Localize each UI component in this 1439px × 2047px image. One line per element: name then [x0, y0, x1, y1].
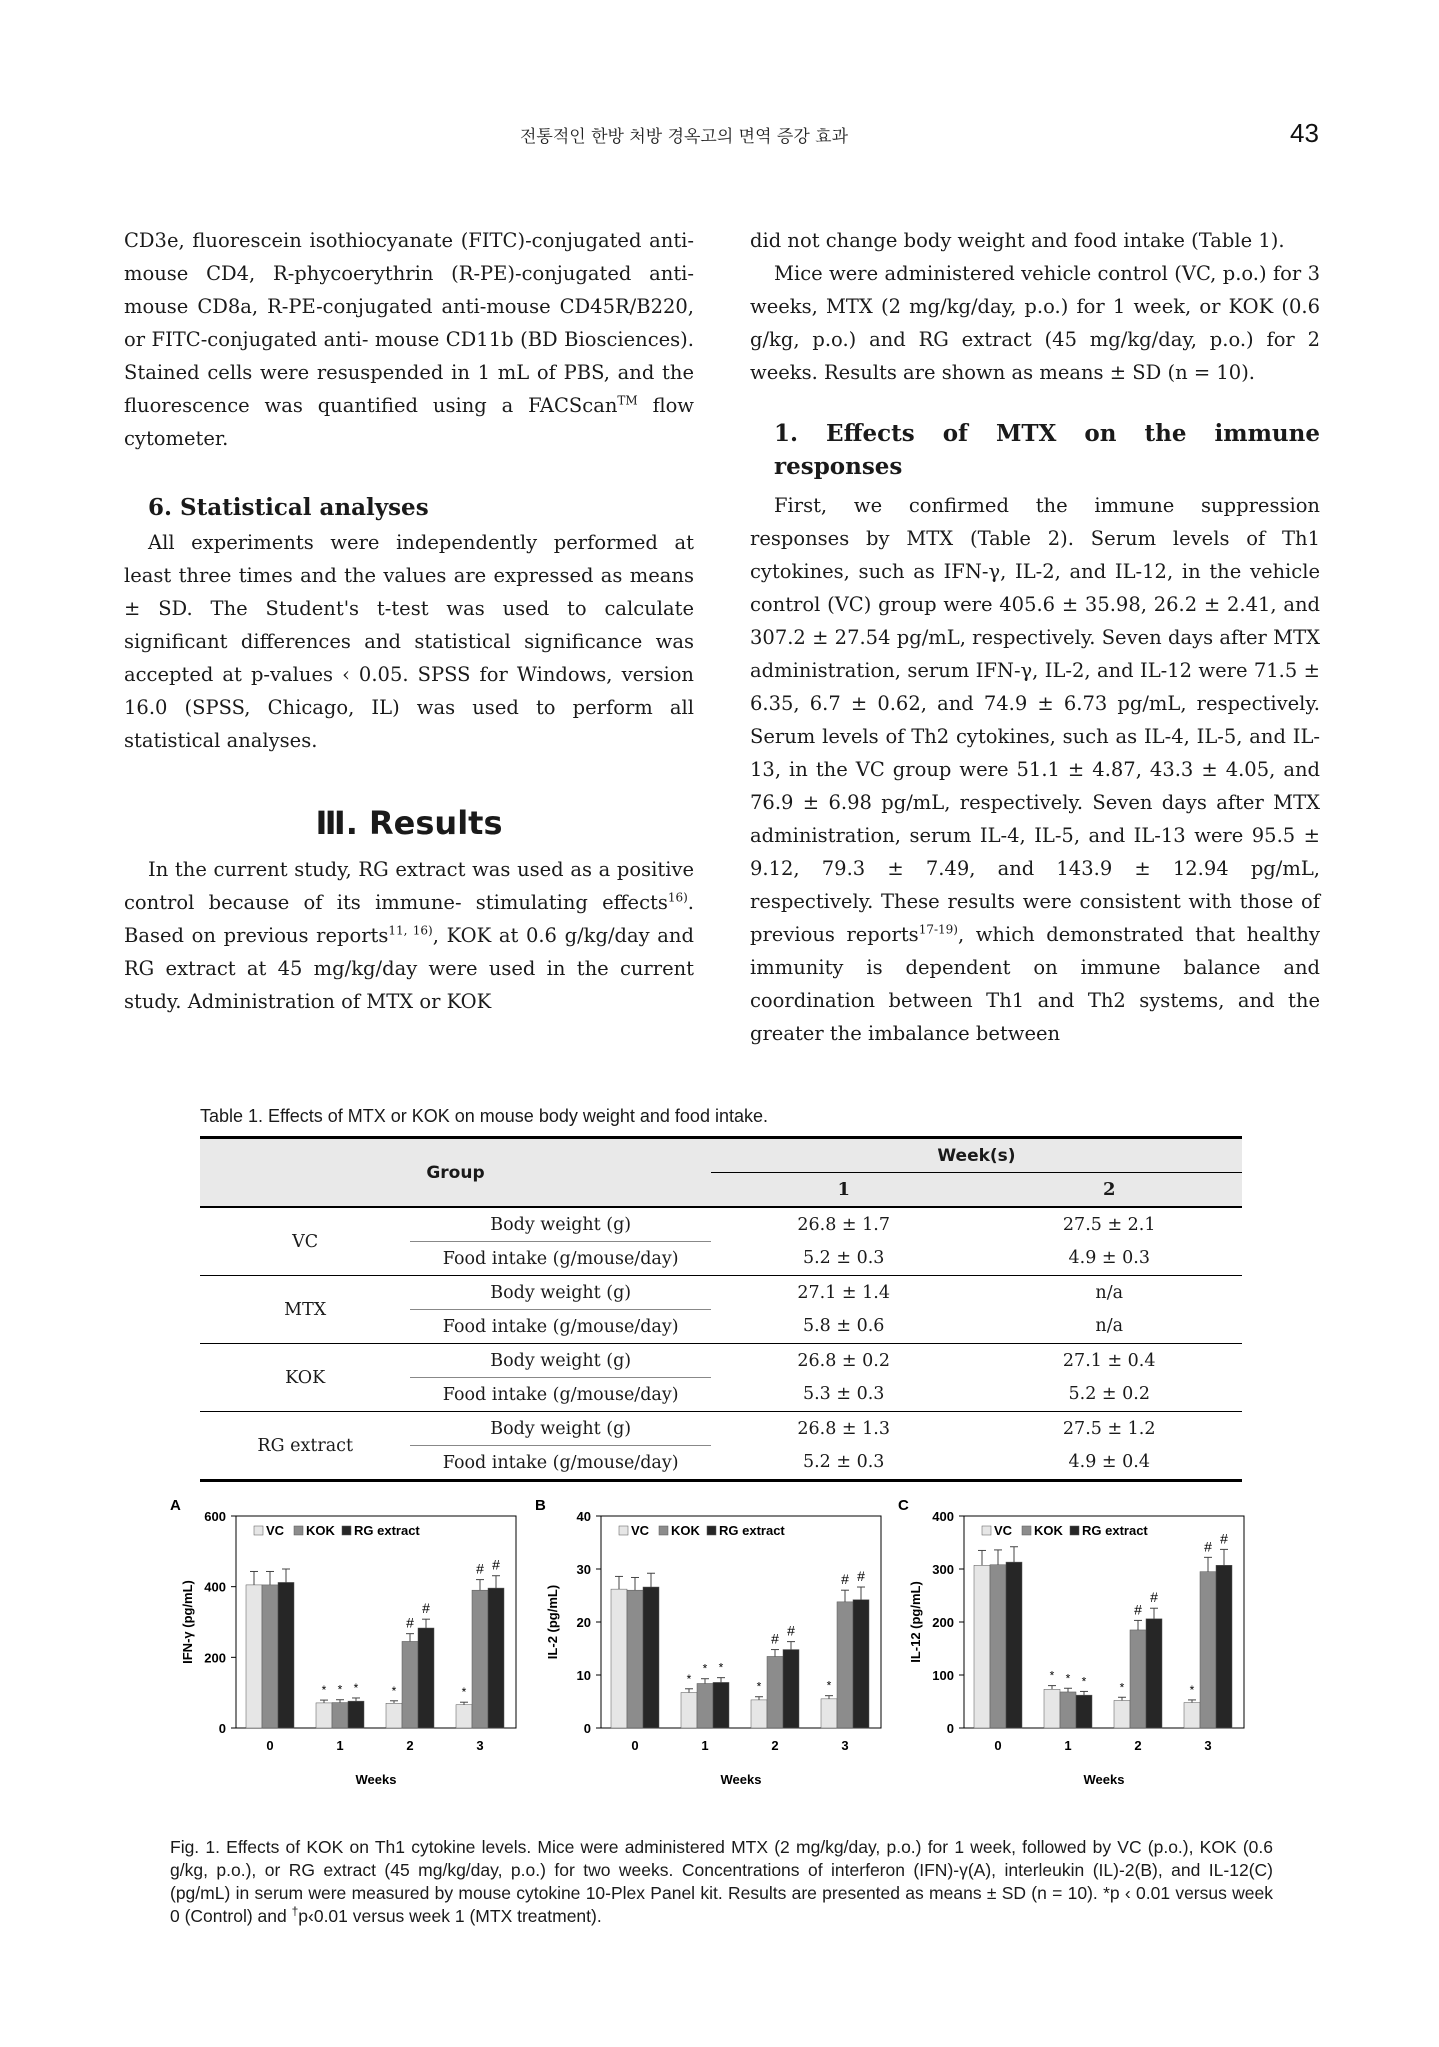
x-tick-label: 1: [336, 1738, 344, 1753]
y-tick-label: 200: [204, 1650, 226, 1666]
bar-rg-extract: [488, 1588, 504, 1728]
significance-marker: *: [353, 1680, 359, 1695]
x-tick-label: 2: [1134, 1738, 1142, 1753]
significance-marker: *: [702, 1661, 708, 1676]
panel-letter: B: [535, 1497, 546, 1514]
significance-marker: #: [1150, 1589, 1158, 1606]
page-number: 43: [1290, 118, 1319, 148]
bar-vc: [611, 1589, 627, 1728]
caption-text-a: Fig. 1. Effects of KOK on Th1 cytokine levels. Mice were administered MTX (2 mg/kg/day, p.o.) for 1 week, followed by VC (p.o.), KOK (0.6 g/kg, p.o.), or RG extract (45 mg/kg/day, p.o.) for two weeks. Concentrations of interferon (IFN)-γ(A), interleukin (IL)-2(B), and IL-12(C) (pg/mL) in serum were measured by mouse cytokine 10-Plex Panel kit. Results are presented as means ± SD (n = 10). *p ‹ 0.01 versus week 0 (Control) and: [170, 1837, 1273, 1926]
significance-marker: #: [1204, 1538, 1212, 1555]
x-tick-label: 3: [476, 1738, 484, 1753]
bar-kok: [332, 1703, 348, 1728]
x-tick-label: 2: [771, 1738, 779, 1753]
cell-value: 26.8 ± 1.7: [797, 1214, 890, 1235]
cell-value: 5.8 ± 0.6: [711, 1310, 977, 1344]
bar-vc: [821, 1699, 837, 1728]
y-tick-label: 10: [576, 1668, 591, 1683]
section-heading-mtx: 1. Effects of MTX on the immune responses: [774, 420, 1320, 480]
table-row: [200, 1207, 1242, 1242]
y-tick-label: 0: [218, 1721, 226, 1736]
header-week-2: 2: [976, 1173, 1242, 1208]
bar-vc: [681, 1692, 697, 1728]
x-tick-label: 2: [406, 1738, 414, 1753]
x-tick-label: 1: [1064, 1738, 1072, 1753]
legend-entry: RG extract: [719, 1523, 785, 1538]
methods-text: CD3e, fluorescein isothiocyanate (FITC)-conjugated anti-mouse CD4, R-phycoerythrin (R-PE)-conjugated anti-mouse CD8a, R-PE-conjugated anti-mouse CD45R/B220, or FITC-conjugated anti- mouse CD11b (BD Biosciences). Stained cells were resuspended in 1 mL of PBS, and the fluorescence was quantified using a FACScan: [124, 229, 694, 417]
x-tick-label: 0: [994, 1738, 1002, 1753]
legend-entry: VC: [994, 1523, 1013, 1538]
cell-value: 5.2 ± 0.2: [976, 1378, 1242, 1412]
bar-rg-extract: [713, 1682, 729, 1728]
bar-kok: [697, 1683, 713, 1728]
mtx-text-b: , which demonstrated that healthy immunity is dependent on immune balance and coordination between Th1 and Th2 systems, and the greater the imbalance between: [750, 923, 1320, 1045]
bar-vc: [1044, 1689, 1060, 1728]
legend-entry: VC: [266, 1523, 285, 1538]
chart-panel-a: [170, 1497, 516, 1787]
significance-marker: *: [461, 1685, 467, 1700]
y-tick-label: 200: [932, 1615, 954, 1630]
section-heading-results: Ⅲ. Results: [315, 804, 503, 842]
bar-kok: [402, 1641, 418, 1728]
results-paragraph: [124, 853, 694, 1018]
measure-label: Food intake (g/mouse/day): [410, 1310, 711, 1344]
bar-vc: [316, 1703, 332, 1728]
significance-marker: #: [1134, 1601, 1142, 1618]
y-axis-label: IL-12 (pg/mL): [908, 1581, 923, 1663]
mtx-paragraph: [750, 489, 1320, 1050]
bar-kok: [1130, 1630, 1146, 1728]
y-tick-label: 100: [932, 1668, 954, 1683]
cell-value: n/a: [976, 1310, 1242, 1344]
x-tick-label: 0: [266, 1738, 274, 1753]
significance-marker: #: [476, 1560, 484, 1577]
table-row: [200, 1344, 1242, 1378]
y-tick-label: 40: [576, 1509, 591, 1524]
legend-swatch: [619, 1526, 628, 1535]
results-continued: did not change body weight and food intake (Table 1).: [750, 229, 1285, 252]
bar-vc: [246, 1585, 262, 1728]
cell-value: 26.8 ± 0.2: [797, 1350, 890, 1371]
y-tick-label: 20: [576, 1615, 591, 1630]
significance-marker: *: [826, 1678, 832, 1693]
y-axis-label: IL-2 (pg/mL): [545, 1584, 560, 1660]
reference-17-19: 17-19): [918, 922, 958, 937]
x-axis-label: Weeks: [355, 1772, 397, 1787]
left-column: [124, 224, 694, 1018]
measure-label: Body weight (g): [410, 1412, 711, 1446]
legend-entry: RG extract: [354, 1523, 420, 1538]
cell-value: 4.9 ± 0.3: [976, 1242, 1242, 1276]
bar-rg-extract: [278, 1582, 294, 1728]
chart-panel-c: [898, 1497, 1244, 1787]
significance-marker: #: [771, 1630, 779, 1647]
y-tick-label: 300: [932, 1562, 954, 1577]
significance-marker: *: [321, 1683, 327, 1698]
significance-marker: *: [1081, 1674, 1087, 1689]
header-weeks: Week(s): [711, 1138, 1242, 1173]
x-axis-label: Weeks: [720, 1772, 762, 1787]
bar-kok: [1200, 1572, 1216, 1728]
significance-marker: *: [1065, 1671, 1071, 1686]
significance-marker: #: [841, 1571, 849, 1588]
section-heading-statistics: 6. Statistical analyses: [148, 494, 429, 521]
significance-marker: *: [1119, 1680, 1125, 1695]
panel-letter: C: [898, 1497, 909, 1514]
x-tick-label: 0: [631, 1738, 639, 1753]
x-axis-label: Weeks: [1083, 1772, 1125, 1787]
y-tick-label: 30: [576, 1562, 591, 1577]
y-axis-label: IFN-γ (pg/mL): [180, 1580, 195, 1664]
significance-marker: #: [492, 1556, 500, 1573]
y-tick-label: 600: [204, 1509, 226, 1524]
dagger-symbol: †: [291, 1904, 299, 1919]
y-tick-label: 0: [583, 1721, 591, 1736]
bar-vc: [386, 1703, 402, 1728]
measure-label: Body weight (g): [410, 1344, 711, 1378]
legend-entry: RG extract: [1082, 1523, 1148, 1538]
cell-value: 4.9 ± 0.4: [976, 1446, 1242, 1481]
y-tick-label: 0: [946, 1721, 954, 1736]
bar-kok: [990, 1565, 1006, 1728]
bar-vc: [751, 1700, 767, 1728]
figure-caption: [170, 1836, 1273, 1928]
cell-value: 27.1 ± 1.4: [797, 1282, 890, 1303]
bar-vc: [974, 1565, 990, 1728]
significance-marker: #: [422, 1600, 430, 1617]
legend-swatch: [342, 1526, 351, 1535]
significance-marker: *: [337, 1682, 343, 1697]
significance-marker: *: [391, 1683, 397, 1698]
panel-letter: A: [170, 1497, 181, 1514]
table-row: [200, 1412, 1242, 1446]
bar-rg-extract: [1076, 1695, 1092, 1728]
legend-swatch: [659, 1526, 668, 1535]
significance-marker: #: [1220, 1530, 1228, 1547]
significance-marker: *: [1189, 1682, 1195, 1697]
bar-kok: [767, 1656, 783, 1728]
x-tick-label: 3: [1204, 1738, 1212, 1753]
significance-marker: *: [1049, 1668, 1055, 1683]
y-tick-label: 400: [204, 1579, 226, 1595]
treatment-paragraph: Mice were administered vehicle control (VC, p.o.) for 3 weeks, MTX (2 mg/kg/day, p.o.) for 1 week, or KOK (0.6 g/kg, p.o.) and RG extract (45 mg/kg/day, p.o.) for 2 weeks. Results are shown as means ± SD (n = 10).: [750, 262, 1320, 384]
reference-11-16: 11, 16): [388, 923, 433, 938]
group-name: RG extract: [200, 1412, 410, 1481]
cell-value: 27.5 ± 2.1: [1062, 1214, 1156, 1235]
significance-marker: #: [857, 1568, 865, 1585]
figure-1: [170, 1496, 1280, 1826]
cell-value: 26.8 ± 1.3: [797, 1418, 890, 1439]
group-name: MTX: [200, 1276, 410, 1344]
legend-swatch: [982, 1526, 991, 1535]
methods-text-end: flow cytometer.: [124, 394, 695, 450]
bar-rg-extract: [1006, 1562, 1022, 1728]
bar-vc: [1184, 1703, 1200, 1728]
legend-swatch: [254, 1526, 263, 1535]
statistics-paragraph: All experiments were independently performed at least three times and the values are expressed as means ± SD. The Student's t-test was used to calculate significant differences and statistical significance was accepted at p-values ‹ 0.05. SPSS for Windows, version 16.0 (SPSS, Chicago, IL) was used to perform all statistical analyses.: [124, 531, 694, 752]
bar-rg-extract: [1146, 1619, 1162, 1728]
right-column: [750, 224, 1320, 1050]
legend-swatch: [1022, 1526, 1031, 1535]
methods-paragraph: [124, 224, 694, 455]
cell-value: 5.2 ± 0.3: [711, 1446, 977, 1481]
measure-label: Body weight (g): [410, 1276, 711, 1310]
measure-label: Food intake (g/mouse/day): [410, 1242, 711, 1276]
cell-value: n/a: [1095, 1282, 1124, 1303]
legend-entry: VC: [631, 1523, 650, 1538]
bar-kok: [627, 1590, 643, 1728]
bar-rg-extract: [1216, 1565, 1232, 1728]
group-name: KOK: [200, 1344, 410, 1412]
cell-value: 27.5 ± 1.2: [1062, 1418, 1156, 1439]
header-week-1: 1: [711, 1173, 977, 1208]
figure-1-charts: [170, 1496, 1280, 1826]
reference-16: 16): [667, 890, 688, 905]
significance-marker: *: [686, 1671, 692, 1686]
legend-entry: KOK: [306, 1523, 335, 1538]
measure-label: Food intake (g/mouse/day): [410, 1446, 711, 1481]
measure-label: Food intake (g/mouse/day): [410, 1378, 711, 1412]
header-group: Group: [200, 1138, 711, 1208]
legend-entry: KOK: [671, 1523, 700, 1538]
caption-text-b: p‹0.01 versus week 1 (MTX treatment).: [298, 1906, 602, 1926]
chart-panel-b: [535, 1497, 881, 1787]
legend-swatch: [707, 1526, 716, 1535]
results-text-a: In the current study, RG extract was used as a positive control because of its immune- stimulating effects: [124, 858, 694, 914]
bar-kok: [1060, 1692, 1076, 1728]
significance-marker: #: [787, 1622, 795, 1639]
table-caption: Table 1. Effects of MTX or KOK on mouse body weight and food intake.: [200, 1106, 768, 1126]
table-row: [200, 1276, 1242, 1310]
bar-vc: [1114, 1700, 1130, 1728]
table-1: [200, 1136, 1242, 1482]
results-text-b: . Based on previous reports: [124, 891, 694, 947]
legend-swatch: [1070, 1526, 1079, 1535]
bar-rg-extract: [783, 1650, 799, 1728]
cell-value: 27.1 ± 0.4: [1062, 1350, 1156, 1371]
bar-kok: [837, 1602, 853, 1728]
significance-marker: *: [756, 1679, 762, 1694]
cell-value: 5.2 ± 0.3: [711, 1242, 977, 1276]
bar-kok: [472, 1590, 488, 1728]
bar-kok: [262, 1585, 278, 1728]
running-title: 전통적인 한방 처방 경옥고의 면역 증강 효과: [520, 127, 849, 147]
cell-value: 5.3 ± 0.3: [711, 1378, 977, 1412]
significance-marker: *: [718, 1660, 724, 1675]
legend-entry: KOK: [1034, 1523, 1063, 1538]
x-tick-label: 1: [701, 1738, 709, 1753]
y-tick-label: 400: [932, 1509, 954, 1524]
bar-vc: [456, 1705, 472, 1728]
bar-rg-extract: [348, 1701, 364, 1728]
bar-rg-extract: [853, 1600, 869, 1728]
significance-marker: #: [406, 1614, 414, 1631]
group-name: VC: [200, 1207, 410, 1276]
mtx-text-a: First, we confirmed the immune suppression responses by MTX (Table 2). Serum levels of Th1 cytokines, such as IFN-γ, IL-2, and IL-12, in the vehicle control (VC) group were 405.6 ± 35.98, 26.2 ± 2.41, and 307.2 ± 27.54 pg/mL, respectively. Seven days after MTX administration, serum IFN-γ, IL-2, and IL-12 were 71.5 ± 6.35, 6.7 ± 0.62, and 74.9 ± 6.73 pg/mL, respectively. Serum levels of Th2 cytokines, such as IL-4, IL-5, and IL-13, in the VC group were 51.1 ± 4.87, 43.3 ± 4.05, and 76.9 ± 6.98 pg/mL, respectively. Seven days after MTX administration, serum IL-4, IL-5, and IL-13 were 95.5 ± 9.12, 79.3 ± 7.49, and 143.9 ± 12.94 pg/mL, respectively. These results were consistent with those of previous reports: [750, 494, 1320, 946]
bar-rg-extract: [643, 1587, 659, 1728]
legend-swatch: [294, 1526, 303, 1535]
results-text-c: , KOK at 0.6 g/kg/day and RG extract at 45 mg/kg/day were used in the current study. Administration of MTX or KOK: [124, 924, 694, 1013]
measure-label: Body weight (g): [410, 1207, 711, 1242]
x-tick-label: 3: [841, 1738, 849, 1753]
bar-rg-extract: [418, 1628, 434, 1728]
trademark-sup: TM: [617, 393, 638, 408]
